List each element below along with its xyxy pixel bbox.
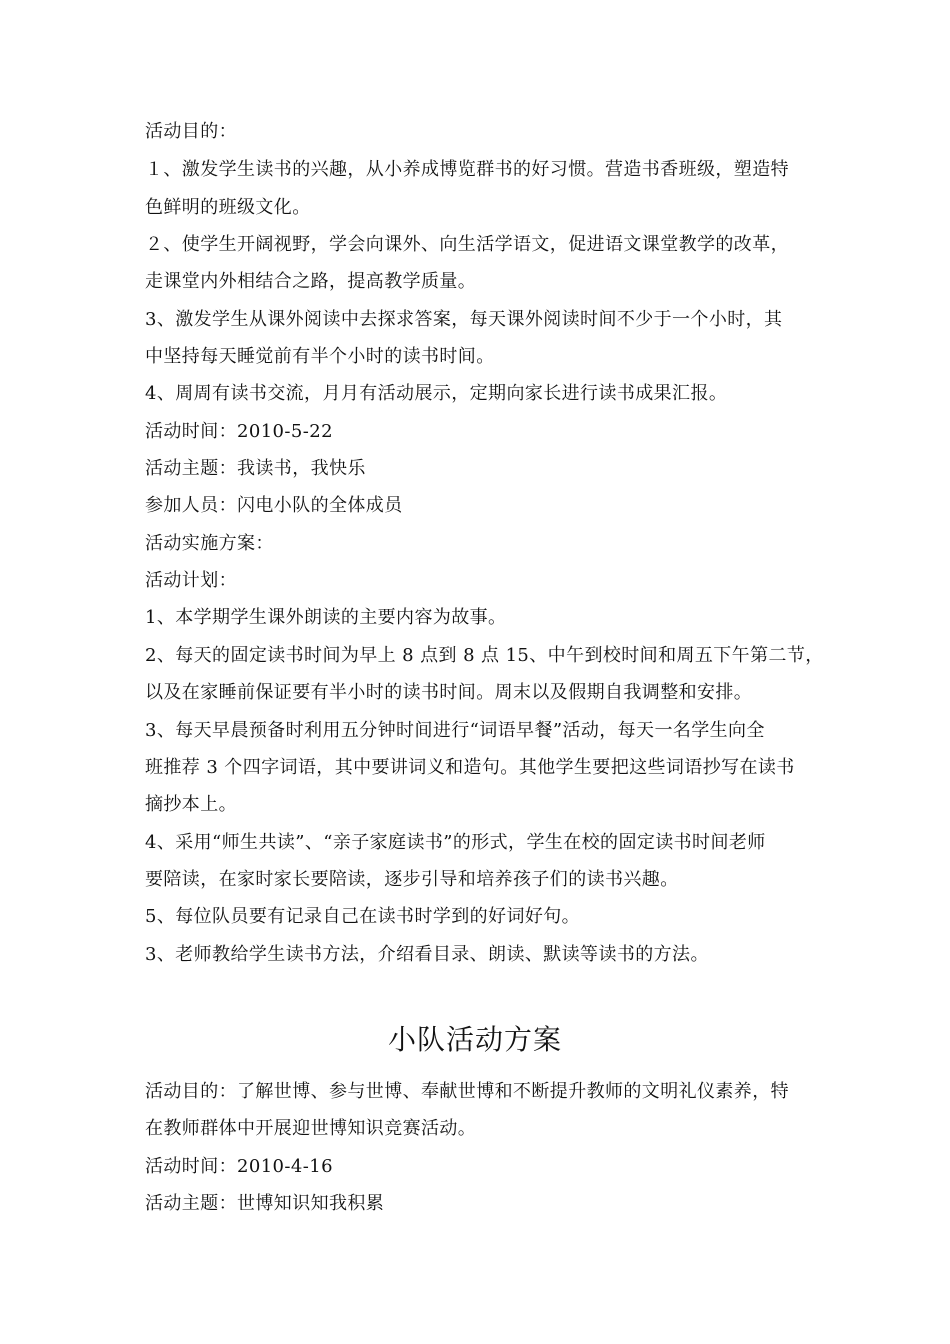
purpose-label: 活动目的： (145, 121, 237, 142)
plan-item-4a: 4、采用“师生共读”、“亲子家庭读书”的形式，学生在校的固定读书时间老师 (145, 832, 766, 853)
section2-purpose-b: 在教师群体中开展迎世博知识竞赛活动。 (145, 1118, 477, 1139)
purpose-item-2a: ２、使学生开阔视野，学会向课外、向生活学语文，促进语文课堂教学的改革， (145, 234, 789, 255)
plan-item-1: 1、本学期学生课外朗读的主要内容为故事。 (145, 607, 507, 628)
plan-item-3a: 3、每天早晨预备时利用五分钟时间进行“词语早餐”活动，每天一名学生向全 (145, 720, 765, 741)
section2-time: 活动时间：2010-4-16 (145, 1156, 333, 1177)
plan-item-2b: 以及在家睡前保证要有半小时的读书时间。周末以及假期自我调整和安排。 (145, 682, 753, 703)
schedule-label: 活动计划： (145, 570, 237, 591)
activity-theme: 活动主题：我读书，我快乐 (145, 458, 366, 479)
purpose-item-1a: １、激发学生读书的兴趣，从小养成博览群书的好习惯。营造书香班级，塑造特 (145, 159, 789, 180)
section2-theme: 活动主题：世博知识知我积累 (145, 1193, 385, 1214)
purpose-item-4: 4、周周有读书交流，月月有活动展示，定期向家长进行读书成果汇报。 (145, 383, 728, 404)
purpose-item-1b: 色鲜明的班级文化。 (145, 197, 311, 218)
purpose-item-2b: 走课堂内外相结合之路，提高教学质量。 (145, 271, 477, 292)
participants: 参加人员：闪电小队的全体成员 (145, 495, 403, 516)
section2-purpose-a: 活动目的：了解世博、参与世博、奉献世博和不断提升教师的文明礼仪素养，特 (145, 1081, 789, 1102)
plan-item-6: 3、老师教给学生读书方法，介绍看目录、朗读、默读等读书的方法。 (145, 944, 709, 965)
purpose-item-3b: 中坚持每天睡觉前有半个小时的读书时间。 (145, 346, 495, 367)
section-title: 小队活动方案 (387, 1023, 562, 1056)
purpose-item-3a: 3、激发学生从课外阅读中去探求答案，每天课外阅读时间不少于一个小时，其 (145, 309, 783, 330)
plan-item-5: 5、每位队员要有记录自己在读书时学到的好词好句。 (145, 906, 581, 927)
plan-item-4b: 要陪读，在家时家长要陪读，逐步引导和培养孩子们的读书兴趣。 (145, 869, 679, 890)
activity-time: 活动时间：2010-5-22 (145, 421, 333, 442)
implementation-label: 活动实施方案： (145, 533, 274, 554)
plan-item-2a: 2、每天的固定读书时间为早上 8 点到 8 点 15、中午到校时间和周五下午第二节， (145, 645, 824, 666)
plan-item-3c: 摘抄本上。 (145, 794, 237, 815)
plan-item-3b: 班推荐 3 个四字词语，其中要讲词义和造句。其他学生要把这些词语抄写在读书 (145, 757, 795, 778)
